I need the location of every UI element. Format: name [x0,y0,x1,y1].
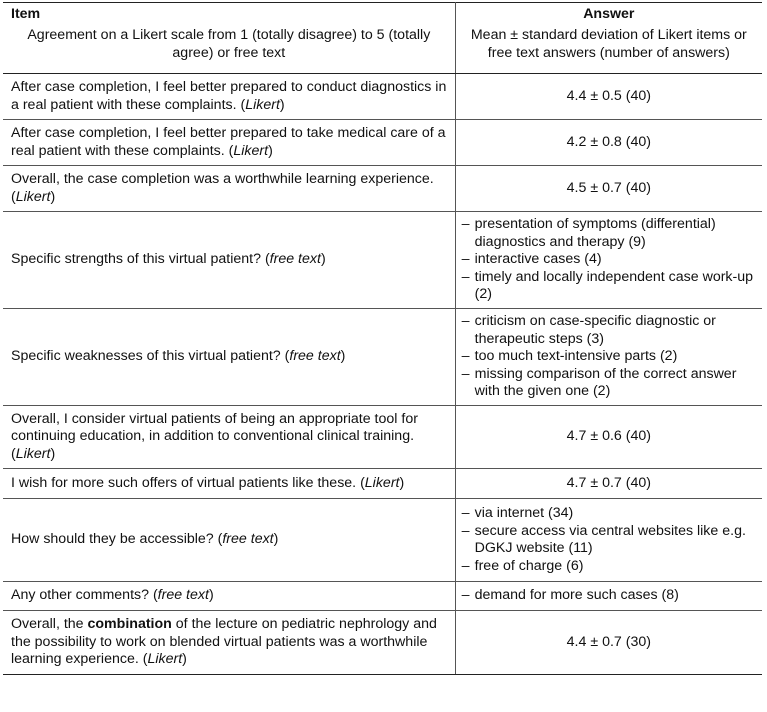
answer-cell: 4.2 ± 0.8 (40) [455,120,762,166]
item-type: Likert [364,474,400,491]
answer-list [462,505,754,575]
item-text-bold: combination [87,616,172,633]
table-row [3,74,762,120]
item-text: After case completion, I feel better prepared to conduct diagnostics in a real patient with these complaints. [11,79,447,113]
answer-cell: 4.4 ± 0.7 (30) [455,611,762,675]
item-cell: Overall, I consider virtual patients of being an appropriate tool for continuing education, in addition to conventional clinical training. (Likert) [3,406,455,469]
subheader-answer: Mean ± standard deviation of Likert items or free text answers (number of answers) [455,27,762,74]
item-cell: Specific weaknesses of this virtual patient? (free text) [3,309,455,406]
answer-item: – missing comparison of the correct answer with the given one (2) [462,366,754,401]
item-cell: How should they be accessible? (free text) [3,499,455,582]
answer-list [462,587,754,605]
subheader-row [3,27,762,74]
item-text: Overall, the case completion was a worthwhile learning experience. [11,171,434,187]
item-cell: After case completion, I feel better prepared to conduct diagnostics in a real patient with these complaints. (Likert) [3,74,455,120]
table-row [3,309,762,406]
item-type: free text [289,348,341,365]
answer-cell: 4.5 ± 0.7 (40) [455,166,762,212]
table-row [3,499,762,582]
item-text: How should they be accessible? [11,531,214,548]
item-type: free text [269,251,321,268]
answer-cell: 4.4 ± 0.5 (40) [455,74,762,120]
answer-item: – secure access via central websites like e.g. DGKJ website (11) [462,523,754,558]
answer-item: – interactive cases (4) [462,251,754,269]
table-row [3,166,762,212]
item-type: free text [222,531,274,548]
answer-item: – free of charge (6) [462,558,754,576]
answer-cell [455,582,762,611]
table-row [3,611,762,675]
item-type: Likert [15,188,51,205]
item-text: Specific weaknesses of this virtual patient? [11,348,281,365]
item-text-post: of the lecture on pediatric nephrology and the possibility to work on blended virtual patients was a worthwhile learning experience. [11,616,437,668]
header-item: Item [3,3,455,28]
item-type: Likert [245,96,280,113]
answer-cell [455,309,762,406]
answer-list [462,216,754,304]
table-row [3,212,762,309]
item-text: After case completion, I feel better prepared to take medical care of a real patient with these complaints. [11,125,446,159]
item-cell: Overall, the case completion was a worthwhile learning experience. (Likert) [3,166,455,212]
header-answer: Answer [455,3,762,28]
item-cell: Any other comments? (free text) [3,582,455,611]
answer-item: – timely and locally independent case work-up (2) [462,269,754,304]
answer-item: – too much text-intensive parts (2) [462,348,754,366]
item-text: I wish for more such offers of virtual patients like these. [11,474,357,491]
item-type: Likert [15,445,51,462]
answer-item: – criticism on case-specific diagnostic or therapeutic steps (3) [462,313,754,348]
item-text: Overall, I consider virtual patients of being an appropriate tool for continuing education, in addition to conventional clinical training. [11,410,418,445]
item-type: free text [157,587,209,604]
header-row [3,3,762,28]
subheader-item: Agreement on a Likert scale from 1 (totally disagree) to 5 (totally agree) or free text [3,27,455,74]
answer-item: – demand for more such cases (8) [462,587,754,605]
answer-list [462,313,754,401]
item-cell: I wish for more such offers of virtual patients like these. (Likert) [3,469,455,499]
item-text: Any other comments? [11,587,149,604]
survey-table [3,2,762,675]
item-cell: Specific strengths of this virtual patient? (free text) [3,212,455,309]
item-cell: After case completion, I feel better prepared to take medical care of a real patient with these complaints. (Likert) [3,120,455,166]
answer-cell: 4.7 ± 0.7 (40) [455,469,762,499]
table-row [3,582,762,611]
answer-item: – presentation of symptoms (differential) diagnostics and therapy (9) [462,216,754,251]
table-row [3,120,762,166]
answer-cell [455,499,762,582]
answer-cell [455,212,762,309]
item-type: Likert [233,142,269,159]
answer-item: – via internet (34) [462,505,754,523]
item-type: Likert [147,651,183,668]
table-row [3,406,762,469]
item-cell: Overall, the combination of the lecture on pediatric nephrology and the possibility to work on blended virtual patients was a worthwhile learning experience. (Likert) [3,611,455,675]
item-text-pre: Overall, the [11,616,84,633]
item-text: Specific strengths of this virtual patient? [11,251,261,268]
table-row [3,469,762,499]
answer-cell: 4.7 ± 0.6 (40) [455,406,762,469]
